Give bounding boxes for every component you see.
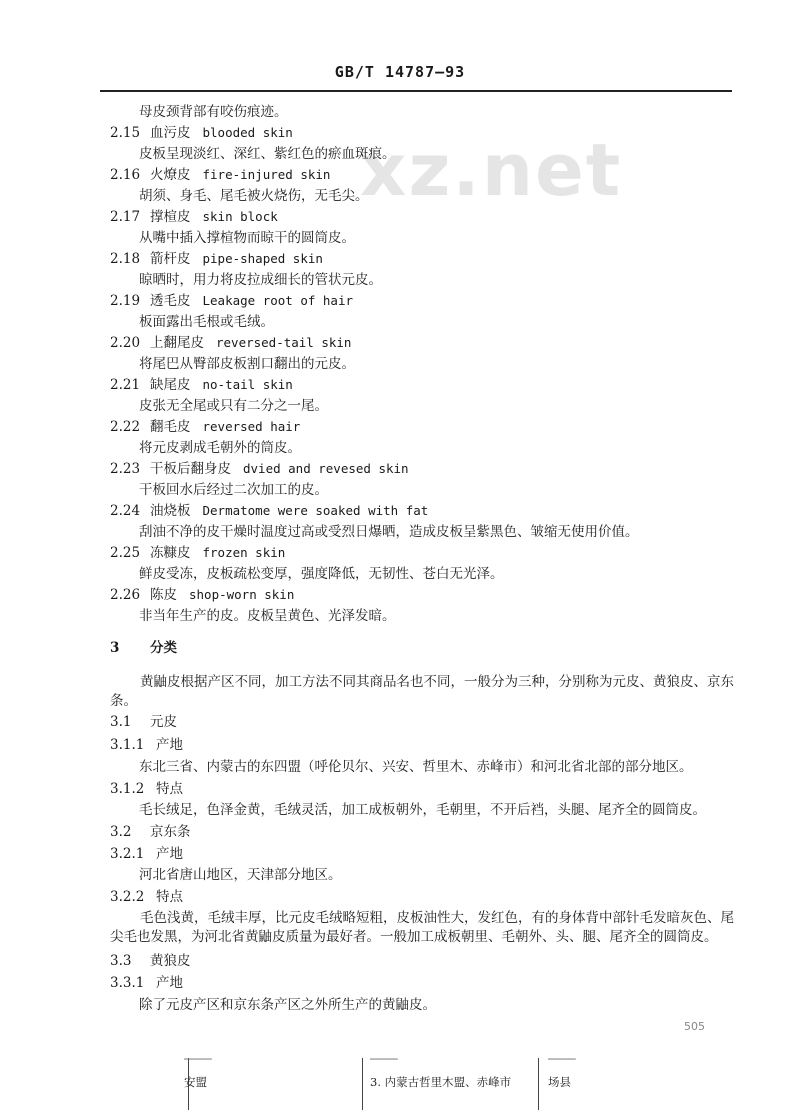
- clause-number: 3.2.2: [110, 889, 145, 905]
- term-chinese: 透毛皮: [150, 293, 191, 309]
- term-number: 2.19: [110, 293, 141, 309]
- clause-title: 特点: [156, 781, 183, 797]
- term-number: 2.16: [110, 167, 141, 183]
- term-definition: 皮张无全尾或只有二分之一尾。: [139, 398, 328, 414]
- bottom-col-1-text: 安盟: [184, 1075, 207, 1089]
- clause-title: 黄狼皮: [150, 953, 191, 969]
- bottom-col-3: [548, 1052, 748, 1112]
- clause-number: 3.1: [110, 714, 132, 730]
- term-english: shop-worn skin: [189, 587, 295, 602]
- term-entry-heading: [110, 586, 294, 604]
- term-definition: 晾晒时，用力将皮拉成细长的管状元皮。: [139, 272, 382, 288]
- term-chinese: 陈皮: [150, 587, 177, 603]
- cut-text-2: ────: [370, 1052, 398, 1066]
- term-number: 2.15: [110, 125, 141, 141]
- term-english: fire-injured skin: [202, 167, 331, 182]
- page-number: 505: [684, 1020, 705, 1033]
- intro-line: 母皮颈背部有咬伤痕迹。: [139, 104, 288, 120]
- clause-number: 3.1.1: [110, 737, 145, 753]
- clause-number: 3.2: [110, 824, 132, 840]
- clause-title: 产地: [156, 846, 183, 862]
- term-english: frozen skin: [202, 545, 286, 560]
- term-entry-heading: [110, 124, 293, 142]
- term-number: 2.23: [110, 461, 141, 477]
- term-entry-heading: [110, 292, 353, 310]
- term-number: 2.21: [110, 377, 141, 393]
- term-chinese: 上翻尾皮: [150, 335, 204, 351]
- term-chinese: 翻毛皮: [150, 419, 191, 435]
- bottom-col-3-text: 场县: [548, 1075, 571, 1089]
- term-entry-heading: [110, 418, 300, 436]
- clause-3-2-1: [110, 845, 183, 863]
- clause-3-2-2: [110, 888, 183, 906]
- term-entry-heading: [110, 376, 293, 394]
- term-chinese: 火燎皮: [150, 167, 191, 183]
- term-definition: 将元皮剥成毛朝外的筒皮。: [139, 440, 301, 456]
- term-definition: 将尾巴从臀部皮板割口翻出的元皮。: [139, 356, 355, 372]
- clause-number: 3.3.1: [110, 975, 145, 991]
- term-definition: 皮板呈现淡红、深红、紫红色的瘀血斑痕。: [139, 146, 396, 162]
- table-divider: [538, 1058, 539, 1110]
- term-entry-heading: [110, 250, 323, 268]
- watermark: xz.net: [360, 128, 623, 212]
- bottom-col-2-text: 3. 内蒙古哲里木盟、赤峰市: [370, 1075, 512, 1089]
- term-chinese: 血污皮: [150, 125, 191, 141]
- term-chinese: 缺尾皮: [150, 377, 191, 393]
- term-number: 2.22: [110, 419, 141, 435]
- clause-title: 特点: [156, 889, 183, 905]
- term-number: 2.18: [110, 251, 141, 267]
- term-english: skin block: [202, 209, 278, 224]
- term-definition: 板面露出毛根或毛绒。: [139, 314, 274, 330]
- bottom-col-2: [370, 1052, 540, 1112]
- clause-title: 京东条: [150, 824, 191, 840]
- clause-3-2-1-text: 河北省唐山地区，天津部分地区。: [139, 867, 342, 883]
- term-chinese: 干板后翻身皮: [150, 461, 231, 477]
- term-entry-heading: [110, 208, 278, 226]
- cut-text-1: ────: [184, 1052, 212, 1066]
- term-definition: 非当年生产的皮。皮板呈黄色、光泽发暗。: [139, 608, 396, 624]
- cut-text-3: ────: [548, 1052, 576, 1066]
- clause-3-2-2-body: 毛色浅黄，毛绒丰厚，比元皮毛绒略短粗，皮板油性大，发红色，有的身体背中部针毛发暗灰色、尾尖毛也发黑，为河北省黄鼬皮质量为最好者。一般加工成板朝里、毛朝外、头、腿、尾齐全的圆筒皮。: [110, 910, 734, 945]
- clause-3-3-1: [110, 974, 183, 992]
- clause-3-1-2-text: 毛长绒足，色泽金黄，毛绒灵活，加工成板朝外，毛朝里，不开后裆，头腿、尾齐全的圆筒皮。: [139, 802, 706, 818]
- term-number: 2.25: [110, 545, 141, 561]
- term-entry-heading: [110, 502, 428, 520]
- term-english: reversed-tail skin: [216, 335, 352, 350]
- section-3-intro: [110, 673, 740, 711]
- clause-3-3: [110, 952, 191, 970]
- header-rule: [100, 90, 732, 92]
- term-number: 2.17: [110, 209, 141, 225]
- section-3-title: 分类: [150, 640, 177, 656]
- term-entry-heading: [110, 334, 351, 352]
- clause-3-1: [110, 713, 177, 731]
- term-definition: 从嘴中插入撑楦物而晾干的圆筒皮。: [139, 230, 355, 246]
- term-number: 2.26: [110, 587, 141, 603]
- bottom-table-fragment: [180, 1052, 760, 1110]
- clause-number: 3.2.1: [110, 846, 145, 862]
- clause-number: 3.3: [110, 953, 132, 969]
- clause-title: 元皮: [150, 714, 177, 730]
- term-entry-heading: [110, 544, 285, 562]
- term-chinese: 撑楦皮: [150, 209, 191, 225]
- term-english: dvied and revesed skin: [243, 461, 409, 476]
- term-definition: 鲜皮受冻，皮板疏松变厚，强度降低，无韧性、苍白无光泽。: [139, 566, 504, 582]
- clause-3-2-2-text: [110, 909, 740, 947]
- term-chinese: 冻糠皮: [150, 545, 191, 561]
- clause-3-1-2: [110, 780, 183, 798]
- term-english: pipe-shaped skin: [202, 251, 323, 266]
- term-english: Leakage root of hair: [202, 293, 354, 308]
- term-definition: 胡须、身毛、尾毛被火烧伤，无毛尖。: [139, 188, 369, 204]
- term-english: blooded skin: [202, 125, 293, 140]
- standard-code-header: GB/T 14787—93: [334, 63, 466, 81]
- clause-number: 3.1.2: [110, 781, 145, 797]
- term-english: reversed hair: [202, 419, 301, 434]
- clause-3-2: [110, 823, 191, 841]
- section-3-number: 3: [110, 640, 120, 656]
- clause-title: 产地: [156, 975, 183, 991]
- section-3-intro-text: 黄鼬皮根据产区不同，加工方法不同其商品名也不同，一般分为三种，分别称为元皮、黄狼皮、京东条。: [110, 674, 734, 709]
- bottom-col-1: [184, 1052, 364, 1112]
- term-entry-heading: [110, 166, 330, 184]
- term-definition: 刮油不净的皮干燥时温度过高或受烈日爆晒，造成皮板呈紫黑色、皱缩无使用价值。: [139, 524, 639, 540]
- term-number: 2.24: [110, 503, 141, 519]
- term-number: 2.20: [110, 335, 141, 351]
- clause-3-1-1: [110, 736, 183, 754]
- section-3-heading: [110, 639, 177, 657]
- term-entry-heading: [110, 460, 409, 478]
- term-english: Dermatome were soaked with fat: [202, 503, 429, 518]
- clause-3-3-1-text: 除了元皮产区和京东条产区之外所生产的黄鼬皮。: [139, 997, 436, 1013]
- clause-3-1-1-text: 东北三省、内蒙古的东四盟（呼伦贝尔、兴安、哲里木、赤峰市）和河北省北部的部分地区。: [139, 759, 693, 775]
- term-chinese: 油烧板: [150, 503, 191, 519]
- term-chinese: 箭杆皮: [150, 251, 191, 267]
- clause-title: 产地: [156, 737, 183, 753]
- term-english: no-tail skin: [202, 377, 293, 392]
- term-definition: 干板回水后经过二次加工的皮。: [139, 482, 328, 498]
- table-divider: [362, 1058, 363, 1110]
